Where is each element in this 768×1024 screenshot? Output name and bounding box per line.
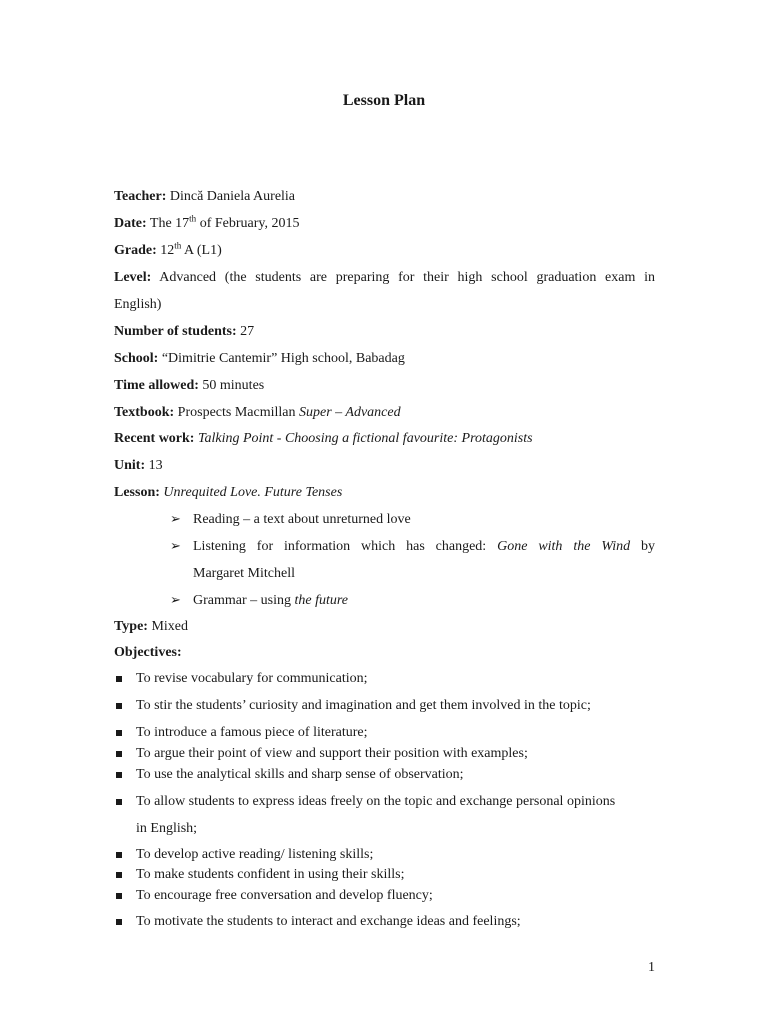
teacher-label: Teacher: [114,189,167,204]
square-bullet-icon [116,730,122,736]
page-title: Lesson Plan [342,92,426,109]
objectives-label: Objectives: [114,645,182,660]
level-value: Advanced (the students are preparing for their high school graduation exam in [159,270,655,285]
square-bullet-icon [116,919,122,925]
date-superscript: th [189,213,197,224]
arrow-bullet-icon: ➢ [170,511,181,526]
square-bullet-icon [116,751,122,757]
date-prefix: The 17 [149,216,190,231]
textbook-row [114,404,401,422]
time-label: Time allowed: [114,378,199,393]
recent-work-label: Recent work: [114,431,195,446]
square-bullet-icon [116,799,122,805]
grammar-text: Grammar – using [193,593,291,608]
lesson-row [114,484,342,502]
listening-continuation: Margaret Mitchell [193,566,295,581]
grade-label: Grade: [114,243,157,258]
date-suffix: of February, 2015 [199,216,300,231]
type-value: Mixed [151,619,189,634]
arrow-bullet-icon: ➢ [170,538,181,553]
grade-suffix: A (L1) [184,243,222,258]
lesson-item-listening [193,538,655,556]
square-bullet-icon [116,852,122,858]
unit-label: Unit: [114,458,146,473]
objective-item: To encourage free conversation and develop fluency; [136,888,433,903]
objective-item-continuation: in English; [136,821,198,836]
unit-value: 13 [148,458,163,473]
grade-superscript: th [174,240,182,251]
listening-title: Gone with the Wind [497,539,631,554]
grammar-focus: the future [294,593,349,608]
unit-row [114,457,163,475]
square-bullet-icon [116,676,122,682]
recent-work-value: Talking Point - Choosing a fictional favourite: Protagonists [197,431,533,446]
square-bullet-icon [116,893,122,899]
time-value: 50 minutes [202,378,265,393]
textbook-value: Prospects Macmillan [177,405,296,420]
square-bullet-icon [116,772,122,778]
school-row [114,350,405,368]
grade-row [114,242,222,260]
students-row [114,323,254,341]
school-value: “Dimitrie Cantemir” High school, Babadag [161,351,405,366]
objective-item: To stir the students’ curiosity and imagination and get them involved in the topic; [136,698,591,713]
level-continuation: English) [114,297,162,312]
students-value: 27 [240,324,255,339]
school-label: School: [114,351,159,366]
listening-by: by [641,539,655,554]
objective-item: To revise vocabulary for communication; [136,671,368,686]
square-bullet-icon [116,703,122,709]
arrow-bullet-icon: ➢ [170,592,181,607]
objective-item: To argue their point of view and support their position with examples; [136,746,528,761]
level-label: Level: [114,270,152,285]
objective-item: To use the analytical skills and sharp sense of observation; [136,767,464,782]
listening-text: Listening for information which has changed: [193,539,487,554]
date-row [114,215,299,233]
objectives-heading [114,644,182,662]
teacher-value: Dincă Daniela Aurelia [169,189,296,204]
objective-item: To introduce a famous piece of literature; [136,725,368,740]
students-label: Number of students: [114,324,237,339]
textbook-label: Textbook: [114,405,175,420]
objective-item: To make students confident in using their skills; [136,867,405,882]
date-label: Date: [114,216,147,231]
lesson-label: Lesson: [114,485,160,500]
objective-item: To allow students to express ideas freely on the topic and exchange personal opinions [136,794,616,809]
lesson-item-grammar [193,592,348,610]
time-row [114,377,264,395]
lesson-value: Unrequited Love. Future Tenses [163,485,343,500]
level-row [114,269,655,287]
type-label: Type: [114,619,148,634]
recent-work-row [114,430,533,448]
objective-item: To develop active reading/ listening skills; [136,847,374,862]
type-row [114,618,188,636]
textbook-title: Super – Advanced [298,405,401,420]
page-number: 1 [648,960,655,975]
square-bullet-icon [116,872,122,878]
grade-prefix: 12 [160,243,175,258]
teacher-row [114,188,295,206]
objective-item: To motivate the students to interact and exchange ideas and feelings; [136,914,521,929]
lesson-item-reading: Reading – a text about unreturned love [193,512,411,527]
